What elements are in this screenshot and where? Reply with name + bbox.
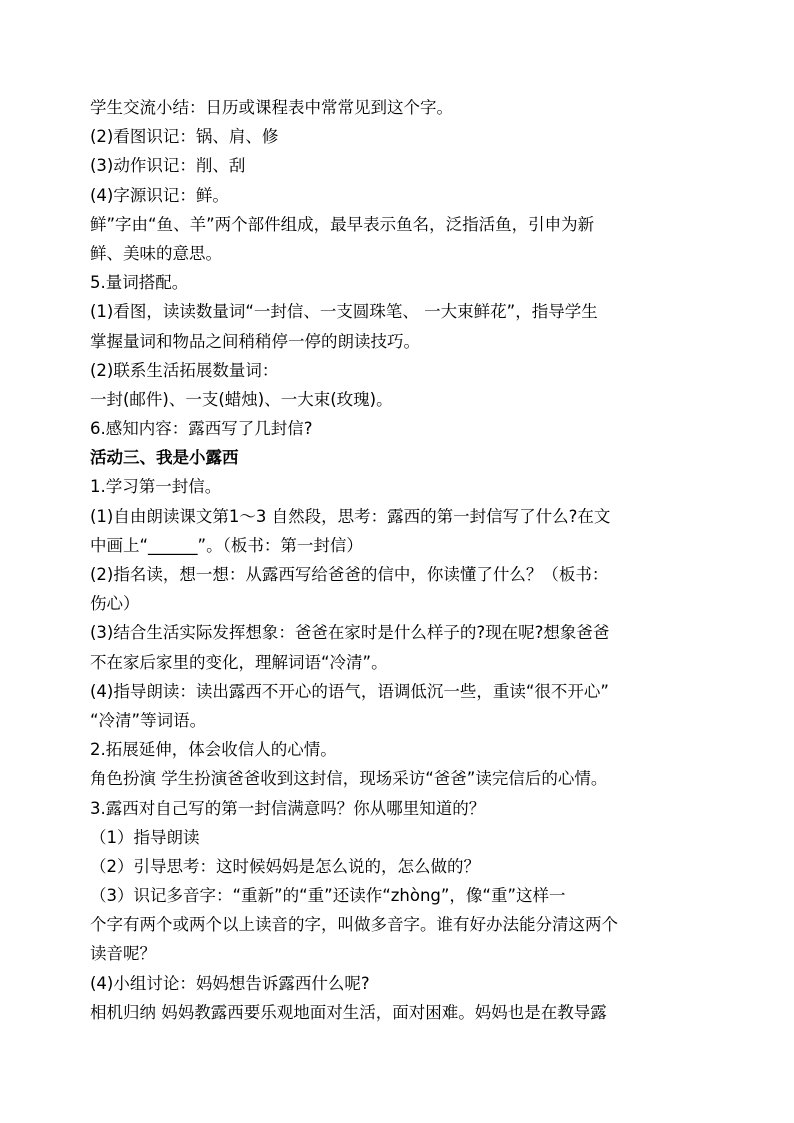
text-line: “冷清”等词语。	[90, 710, 207, 730]
text-line: (3)动作识记：削、刮	[90, 156, 246, 176]
text-line: (2)看图识记：锅、肩、修	[90, 127, 279, 147]
text-line: 个字有两个或两个以上读音的字，叫做多音字。谁有好办法能分清这两个	[90, 915, 618, 935]
text-line: (1)自由朗读课文第1～3 自然段，思考：露西的第一封信写了什么?在文	[90, 506, 611, 526]
text-line: 学生交流小结：日历或课程表中常常见到这个字。	[90, 98, 453, 117]
text-line: (2)指名读，想一想：从露西写给爸爸的信中，你读懂了什么？（板书：	[90, 565, 609, 584]
text-line: 鲜、美味的意思。	[90, 243, 222, 263]
section-heading: 活动三、我是小露西	[90, 448, 239, 468]
text-line: （2）引导思考：这时候妈妈是怎么说的，怎么做的？	[90, 856, 480, 876]
text-line: 1.学习第一封信。	[90, 477, 222, 497]
text-line: 6.感知内容：露西写了几封信?	[90, 419, 313, 439]
text-line: 角色扮演 学生扮演爸爸收到这封信，现场采访“爸爸”读完信后的心情。	[90, 769, 608, 789]
text-line: 5.量词搭配。	[90, 273, 189, 293]
text-line: 3.露西对自己写的第一封信满意吗？你从哪里知道的？	[90, 798, 486, 818]
text-line: (4)小组讨论：妈妈想告诉露西什么呢?	[90, 973, 370, 993]
text-line: 掌握量词和物品之间稍稍停一停的朗读技巧。	[90, 331, 420, 351]
text-line: (1)看图，读读数量词“一封信、一支圆珠笔、 一大束鲜花”，指导学生	[90, 302, 598, 322]
text-line: 读音呢？	[90, 944, 156, 964]
text-line: 中画上“______”。（板书：第一封信）	[90, 535, 363, 555]
text-line: 相机归纳 妈妈教露西要乐观地面对生活，面对困难。妈妈也是在教导露	[90, 1002, 607, 1022]
document-page	[90, 93, 690, 1027]
text-line: (2)联系生活拓展数量词：	[90, 360, 279, 380]
text-line: （1）指导朗读	[90, 827, 200, 847]
text-line: 不在家后家里的变化，理解词语“冷清”。	[90, 652, 388, 672]
text-line: 2.拓展延伸，体会收信人的心情。	[90, 740, 337, 760]
text-line: (3)结合生活实际发挥想象：爸爸在家时是什么样子的?现在呢?想象爸爸	[90, 623, 610, 643]
text-line: 鲜”字由“鱼、羊”两个部件组成，最早表示鱼名，泛指活鱼，引申为新	[90, 214, 595, 234]
text-line: 伤心）	[90, 594, 140, 614]
text-line: (4)指导朗读：读出露西不开心的语气，语调低沉一些，重读“很不开心”	[90, 681, 609, 701]
text-line: (4)字源识记：鲜。	[90, 185, 229, 205]
text-line: 一封(邮件)、一支(蜡烛)、一大束(玫瑰)。	[90, 389, 393, 409]
text-line: （3）识记多音字：“重新”的“重”还读作“zhòng”，像“重”这样一	[90, 886, 566, 906]
